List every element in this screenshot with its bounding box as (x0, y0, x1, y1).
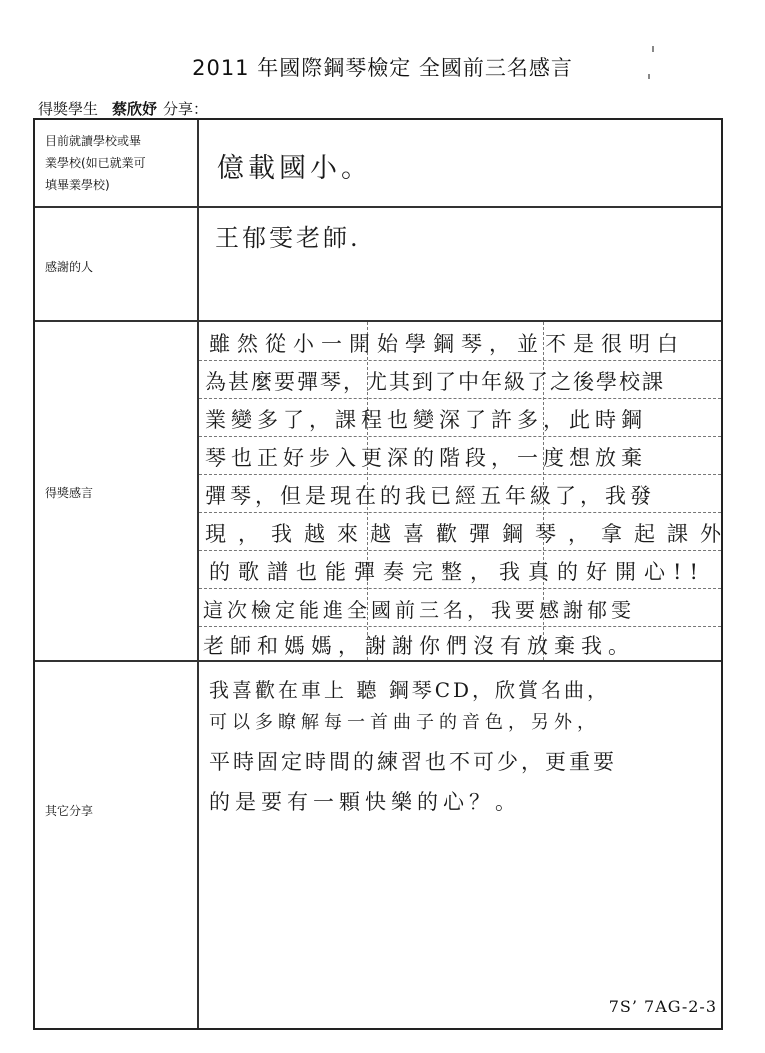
other-line: 可以多瞭解每一首曲子的音色，另外， (209, 712, 600, 733)
other-label: 其它分享 (45, 804, 94, 818)
testimonial-line: 琴也正好步入更深的階段，一度想放棄 (205, 446, 647, 470)
grid-line (199, 550, 721, 551)
grid-line (199, 436, 721, 437)
grid-line (199, 360, 721, 361)
testimonial-line: 彈琴，但是現在的我已經五年級了，我發 (205, 484, 655, 508)
share-label: 分享： (163, 100, 209, 118)
school-value-cell (199, 120, 721, 206)
other-row (35, 662, 721, 1028)
grid-line (199, 512, 721, 513)
scan-mark (648, 74, 650, 79)
thanks-label-cell (35, 208, 199, 320)
thanks-value-cell (199, 208, 721, 320)
grid-line (199, 474, 721, 475)
testimonial-line: 為甚麼要彈琴，尤其到了中年級了之後學校課 (205, 370, 665, 394)
testimonial-form (33, 118, 733, 1030)
other-line: 我喜歡在車上 聽 鋼琴CD，欣賞名曲， (209, 678, 611, 702)
testimonial-line: 這次檢定能進全國前三名，我要感謝郁雯 (203, 598, 635, 622)
footer-code: 7S’ 7AG-2-3 (608, 997, 717, 1016)
testimonial-line: 老師和媽媽，謝謝你們沒有放棄我。 (203, 634, 635, 658)
student-name: 蔡欣妤 (112, 100, 158, 118)
school-label-line: 業學校(如已就業可 (45, 156, 146, 170)
school-label-line: 填畢業學校) (45, 178, 110, 192)
grid-line (199, 626, 721, 627)
scan-mark (652, 46, 654, 52)
testimonial-label-cell (35, 322, 199, 660)
school-row (35, 120, 721, 208)
other-label-cell (35, 662, 199, 1028)
school-label-line: 目前就讀學校或畢 (45, 134, 142, 148)
other-line: 平時固定時間的練習也不可少，更重要 (209, 750, 617, 774)
testimonial-line: 的歌譜也能彈奏完整，我真的好開心!! (209, 560, 706, 584)
testimonial-row (35, 322, 733, 662)
thanks-label: 感謝的人 (45, 260, 94, 274)
other-value-cell (199, 662, 721, 1028)
testimonial-line: 業變多了，課程也變深了許多，此時鋼 (205, 408, 647, 432)
thanks-row (35, 208, 721, 322)
student-line (38, 98, 208, 119)
grid-line (199, 588, 721, 589)
school-value: 億載國小。 (217, 153, 372, 184)
thanks-value: 王郁雯老師. (215, 224, 361, 252)
testimonial-line: 現，我越來越喜歡彈鋼琴，拿起課外 (205, 522, 733, 546)
other-line: 的是要有一顆快樂的心？。 (209, 790, 521, 814)
grid-line (199, 398, 721, 399)
testimonial-line: 雖然從小一開始學鋼琴，並不是很明白 (209, 332, 685, 356)
testimonial-value-cell (199, 322, 733, 660)
page-title: 2011 年國際鋼琴檢定 全國前三名感言 (192, 56, 573, 80)
student-label: 得獎學生 (38, 100, 99, 118)
school-label (35, 120, 199, 206)
testimonial-label: 得獎感言 (45, 486, 94, 500)
